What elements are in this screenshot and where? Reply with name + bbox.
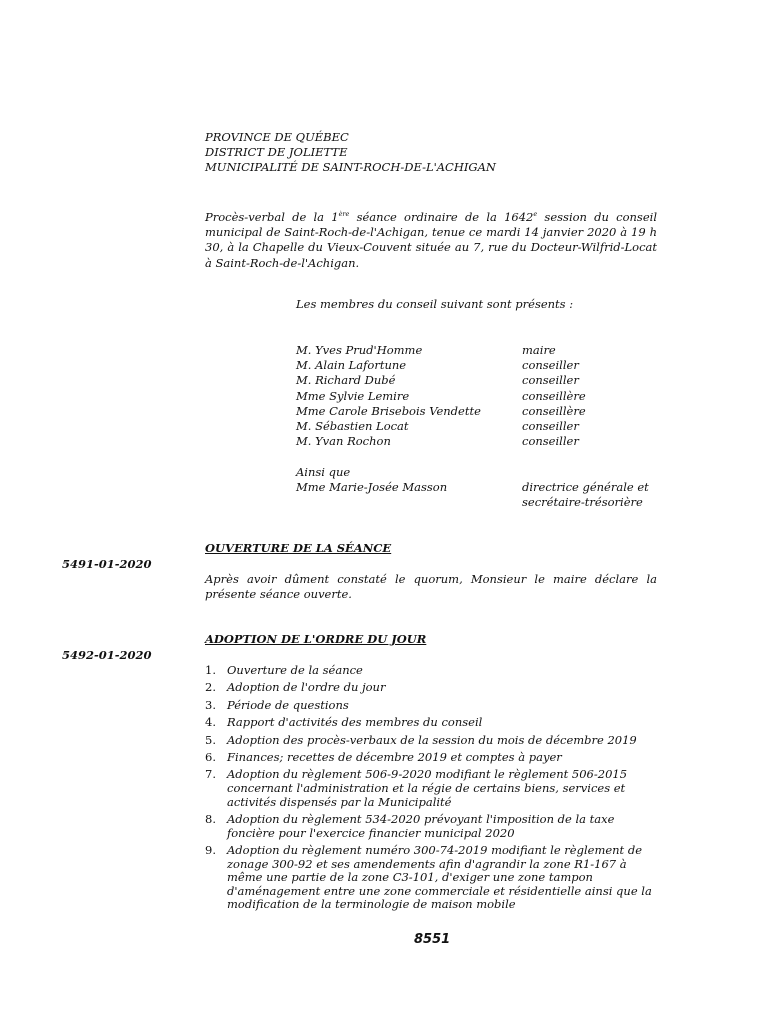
member-role: maire <box>522 343 556 357</box>
agenda-item: 8. Adoption du règlement 534-2020 prévoyant l'imposition de la taxe foncière pour l'exercice financier municipal 2020 <box>205 811 615 840</box>
member-name: M. Yvan Rochon <box>296 434 391 448</box>
section-heading: OUVERTURE DE LA SÉANCE <box>205 541 392 555</box>
intro-paragraph: Procès-verbal de la 1ère séance ordinaire de la 1642e session du conseil municipal de Saint-Roch-de-l'Achigan, tenue ce mardi 14 janvier 2020 à 19 h 30, à la Chapelle du Vieux-Couvent située au 7, rue du Docteur-Wilfrid-Locat à Saint-Roch-de-l'Achigan. <box>205 210 657 270</box>
member-role: conseiller <box>522 358 579 372</box>
agenda-item: 5. Adoption des procès-verbaux de la session du mois de décembre 2019 <box>205 732 637 747</box>
section-text: Après avoir dûment constaté le quorum, Monsieur le maire déclare la présente séance ouverte. <box>205 572 657 602</box>
resolution-number: 5492-01-2020 <box>62 648 152 662</box>
member-role: conseillère <box>522 389 586 403</box>
member-name: M. Sébastien Locat <box>296 419 409 433</box>
member-name: Mme Carole Brisebois Vendette <box>296 404 481 418</box>
also-present-label: Ainsi que <box>296 465 351 479</box>
member-role: conseiller <box>522 434 579 448</box>
member-role: conseiller <box>522 373 579 387</box>
members-intro: Les membres du conseil suivant sont présents : <box>296 297 574 311</box>
director-role: directrice générale et <box>522 480 649 494</box>
agenda-item: 6. Finances; recettes de décembre 2019 et comptes à payer <box>205 749 562 764</box>
member-name: M. Alain Lafortune <box>296 358 407 372</box>
province-line: PROVINCE DE QUÉBEC <box>205 130 349 144</box>
member-role: conseillère <box>522 404 586 418</box>
director-role: secrétaire-trésorière <box>522 495 643 509</box>
resolution-number: 5491-01-2020 <box>62 557 152 571</box>
agenda-item: 1. Ouverture de la séance <box>205 663 363 677</box>
section-heading: ADOPTION DE L'ORDRE DU JOUR <box>205 632 427 646</box>
member-role: conseiller <box>522 419 579 433</box>
district-line: DISTRICT DE JOLIETTE <box>205 145 348 159</box>
agenda-list <box>205 664 665 916</box>
member-name: M. Richard Dubé <box>296 373 396 387</box>
agenda-item: 7. Adoption du règlement 506-9-2020 modifiant le règlement 506-2015 concernant l'administration et la régie de certains biens, services et activités dispensés par la Municipalité <box>205 767 628 809</box>
agenda-item: 2. Adoption de l'ordre du jour <box>205 680 386 695</box>
agenda-item: 4. Rapport d'activités des membres du conseil <box>205 715 483 730</box>
page-number: 8551 <box>414 932 451 947</box>
member-name: Mme Sylvie Lemire <box>296 389 410 403</box>
municipality-line: MUNICIPALITÉ DE SAINT-ROCH-DE-L'ACHIGAN <box>205 160 496 174</box>
member-name: M. Yves Prud'Homme <box>296 343 423 357</box>
director-name: Mme Marie-Josée Masson <box>296 480 448 494</box>
agenda-item: 3. Période de questions <box>205 697 349 712</box>
agenda-item: 9. Adoption du règlement numéro 300-74-2019 modifiant le règlement de zonage 300-92 et ses amendements afin d'agrandir la zone R1-167 à même une partie de la zone C3-101, d'exiger une zone tampon d'aménagement entre une zone commerciale et résidentielle ainsi que la modification de la terminologie de maison mobile <box>205 842 652 912</box>
